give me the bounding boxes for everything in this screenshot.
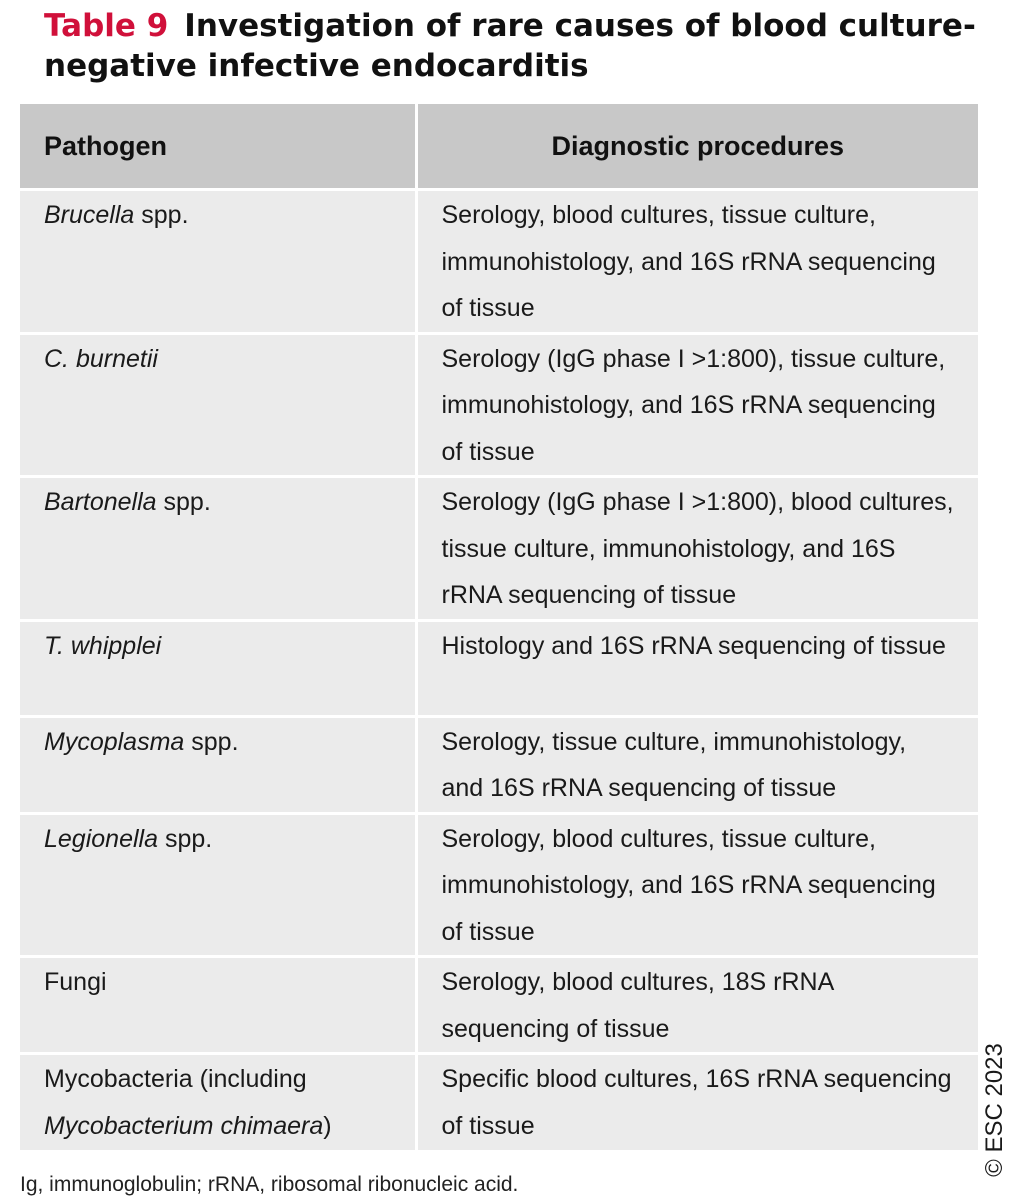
pathogen-cell: Bartonella spp.: [20, 477, 416, 621]
pathogen-cell: Legionella spp.: [20, 813, 416, 957]
table-row: [20, 190, 978, 334]
pathogen-cell: Fungi: [20, 957, 416, 1054]
table-title: [44, 6, 984, 86]
procedures-cell: Specific blood cultures, 16S rRNA sequencing of tissue: [416, 1054, 978, 1150]
procedures-cell: Histology and 16S rRNA sequencing of tissue: [416, 620, 978, 716]
table-row: [20, 477, 978, 621]
table-row: [20, 1054, 978, 1150]
procedures-cell: Serology (IgG phase I >1:800), tissue culture, immunohistology, and 16S rRNA sequencing of tissue: [416, 333, 978, 477]
pathogen-cell: C. burnetii: [20, 333, 416, 477]
procedures-cell: Serology, blood cultures, tissue culture, immunohistology, and 16S rRNA sequencing of tissue: [416, 190, 978, 334]
copyright-notice: [975, 1043, 1015, 1177]
table-row: [20, 716, 978, 813]
procedures-cell: Serology, blood cultures, tissue culture, immunohistology, and 16S rRNA sequencing of tissue: [416, 813, 978, 957]
procedures-cell: Serology, tissue culture, immunohistology, and 16S rRNA sequencing of tissue: [416, 716, 978, 813]
table-row: [20, 957, 978, 1054]
table-title-text: Investigation of rare causes of blood culture-negative infective endocarditis: [44, 8, 976, 84]
pathogen-cell: Mycoplasma spp.: [20, 716, 416, 813]
header-pathogen: Pathogen: [20, 104, 416, 190]
procedures-cell: Serology (IgG phase I >1:800), blood cultures, tissue culture, immunohistology, and 16S rRNA sequencing of tissue: [416, 477, 978, 621]
pathogen-cell: T. whipplei: [20, 620, 416, 716]
table-row: [20, 620, 978, 716]
table-header-row: [20, 104, 978, 190]
copyright-text: © ESC 2023: [981, 1043, 1008, 1177]
pathogen-table: [20, 104, 978, 1150]
table-number: Table 9: [44, 8, 169, 44]
header-diagnostic-procedures: Diagnostic procedures: [416, 104, 978, 190]
table-row: [20, 333, 978, 477]
table-footnote: Ig, immunoglobulin; rRNA, ribosomal ribonucleic acid.: [20, 1173, 519, 1196]
table-row: [20, 813, 978, 957]
pathogen-cell: Brucella spp.: [20, 190, 416, 334]
procedures-cell: Serology, blood cultures, 18S rRNA sequencing of tissue: [416, 957, 978, 1054]
pathogen-cell: Mycobacteria (including Mycobacterium chimaera): [20, 1054, 416, 1150]
